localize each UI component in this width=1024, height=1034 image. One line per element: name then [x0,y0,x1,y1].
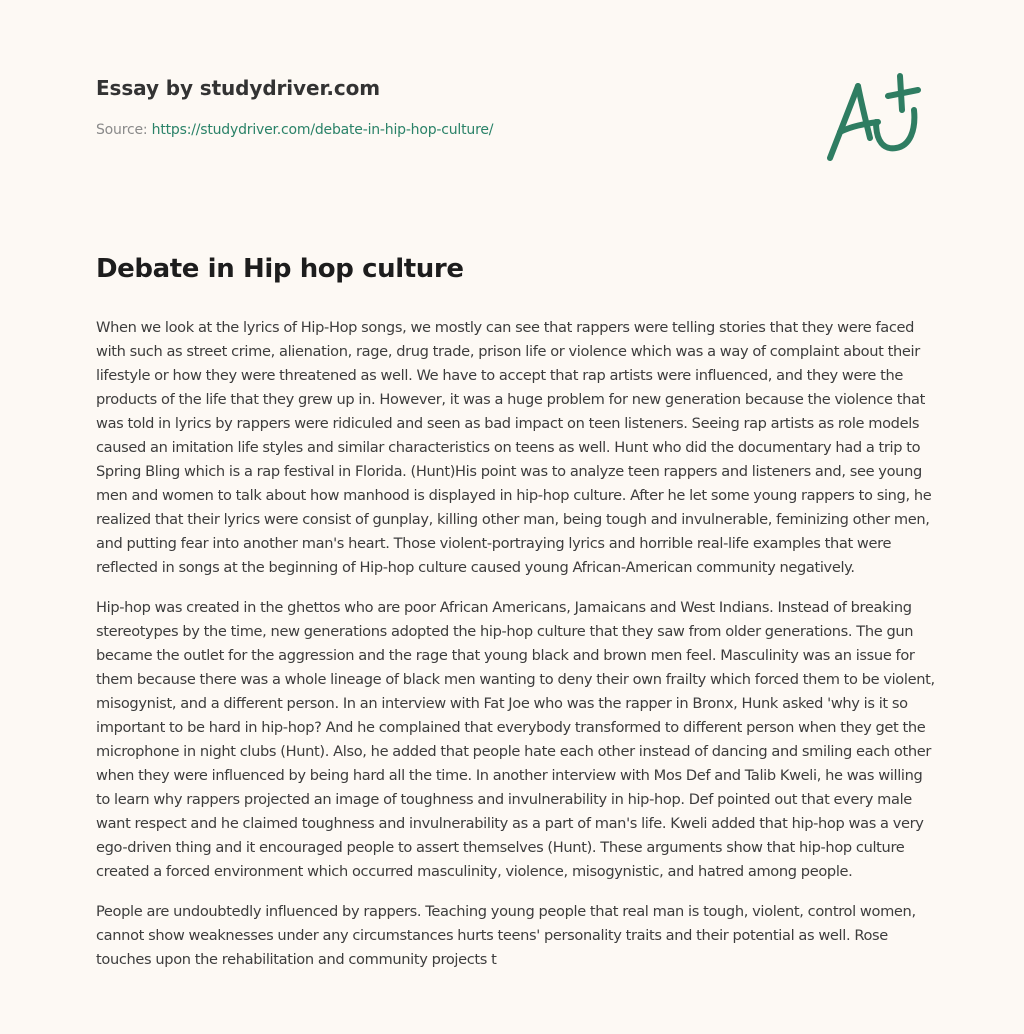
page-header [96,76,796,138]
source-label: Source: [96,122,148,138]
source-line [96,122,796,138]
essay-paragraph: People are undoubtedly influenced by rappers. Teaching young people that real man is tough, violent, control women, cannot show weaknesses under any circumstances hurts teens' personality traits and their potential as well. Rose touches upon the rehabilitation and community projects t [96,903,916,968]
document-title: Debate in Hip hop culture [96,254,464,284]
source-link[interactable]: https://studydriver.com/debate-in-hip-hop-culture/ [151,122,494,138]
essay-paragraph: When we look at the lyrics of Hip-Hop songs, we mostly can see that rappers were telling stories that they were faced with such as street crime, alienation, rage, drug trade, prison life or violence which was a way of complaint about their lifestyle or how they were threatened as well. We have to accept that rap artists were influenced, and they were the products of the life that they grew up in. However, it was a huge problem for new generation because the violence that was told in lyrics by rappers were ridiculed and seen as bad impact on teen listeners. Seeing rap artists as role models caused an imitation life styles and similar characteristics on teens as well. Hunt who did the documentary had a trip to Spring Bling which is a rap festival in Florida. (Hunt)His point was to analyze teen rappers and listeners and, see young men and women to talk about how manhood is displayed in hip-hop culture. After he let some young rappers to sing, he realized that their lyrics were consist of gunplay, killing other man, being tough and invulnerable, feminizing other men, and putting fear into another man's heart. Those violent-portraying lyrics and horrible real-life examples that were reflected in songs at the beginning of Hip-hop culture caused young African-American community negatively. [96,319,932,576]
essay-paragraph: Hip-hop was created in the ghettos who are poor African Americans, Jamaicans and West Indians. Instead of breaking stereotypes by the time, new generations adopted the hip-hop culture that they saw from older generations. The gun became the outlet for the aggression and the rage that young black and brown men feel. Masculinity was an issue for them because there was a whole lineage of black men wanting to deny their own frailty which forced them to be violent, misogynist, and a different person. In an interview with Fat Joe who was the rapper in Bronx, Hunk asked 'why is it so important to be hard in hip-hop? And he complained that everybody transformed to different person when they get the microphone in night clubs (Hunt). Also, he added that people hate each other instead of dancing and smiling each other when they were influenced by being hard all the time. In another interview with Mos Def and Talib Kweli, he was willing to learn why rappers projected an image of toughness and invulnerability in hip-hop. Def pointed out that every male want respect and he claimed toughness and invulnerability as a part of man's life. Kweli added that hip-hop was a very ego-driven thing and it encouraged people to assert themselves (Hunt). These arguments show that hip-hop culture created a forced environment which occurred masculinity, violence, misogynistic, and hatred among people. [96,599,935,880]
a-plus-grade-icon [818,66,930,166]
essay-body [96,316,936,988]
site-title: Essay by studydriver.com [96,76,381,100]
